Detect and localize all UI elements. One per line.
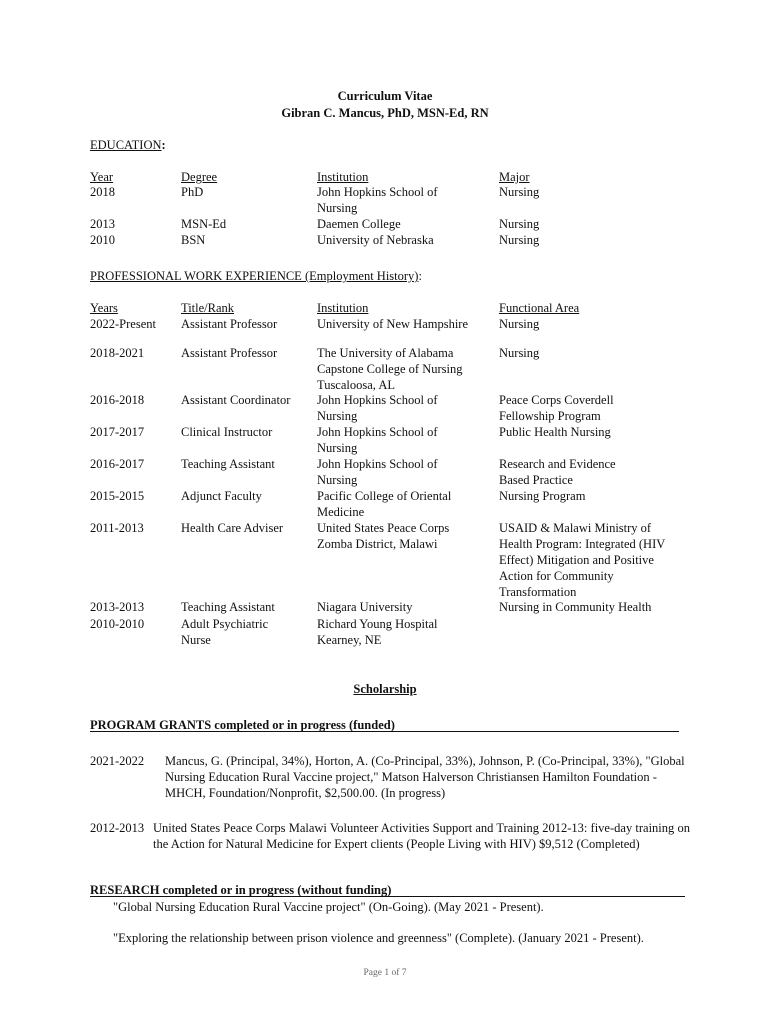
work-title: Teaching Assistant [181,600,275,614]
education-degree: BSN [181,233,206,247]
education-major: Nursing [499,217,540,231]
work-area: Nursing Program [499,489,586,503]
education-year: 2013 [90,217,115,231]
education-degree: PhD [181,185,204,199]
education-institution: John Hopkins School of Nursing [317,185,438,215]
work-years: 2016-2017 [90,457,145,471]
grant-text: United States Peace Corps Malawi Volunteer Activities Support and Training 2012-13: five-day training on the Action for Natural Medicine for Expert clients (People Living with HIV) $9,512 (Completed) [153,821,690,851]
education-col-degree: Degree [181,170,218,184]
research-item: "Global Nursing Education Rural Vaccine project" (On-Going). (May 2021 - Present). [113,900,544,914]
grants-heading: PROGRAM GRANTS completed or in progress (funded) [90,718,395,732]
work-years: 2010-2010 [90,617,145,631]
grant-years: 2012-2013 [90,821,145,835]
work-area: USAID & Malawi Ministry of Health Program: Integrated (HIV Effect) Mitigation and Positive Action for Community Transformation [499,521,666,599]
work-area: Peace Corps Coverdell Fellowship Program [499,393,614,423]
education-col-institution: Institution [317,170,369,184]
grants-heading-rule [90,731,679,732]
work-title: Teaching Assistant [181,457,275,471]
grant-years: 2021-2022 [90,754,145,768]
work-title: Health Care Adviser [181,521,284,535]
work-institution: United States Peace Corps Zomba District, Malawi [317,521,450,551]
work-heading: PROFESSIONAL WORK EXPERIENCE (Employment History): [90,269,422,283]
page-number: Page 1 of 7 [363,968,407,978]
education-heading: EDUCATION: [90,138,166,152]
work-col-title: Title/Rank [181,301,235,315]
work-institution: John Hopkins School of Nursing [317,425,438,455]
education-major: Nursing [499,185,540,199]
work-years: 2011-2013 [90,521,144,535]
work-col-years: Years [90,301,118,315]
education-col-year: Year [90,170,114,184]
education-institution: University of Nebraska [317,233,434,247]
work-col-area: Functional Area [499,301,580,315]
grant-text: Mancus, G. (Principal, 34%), Horton, A. (Co-Principal, 33%), Johnson, P. (Co-Principal, 33%), "Global Nursing Education Rural Vaccine project," Matson Halverson Christiansen Hamilton Foundation - MHCH, Foundation/Nonprofit, $2,500.00. (In progress) [165,754,685,800]
research-heading-rule [90,896,685,897]
work-title: Assistant Coordinator [181,393,291,407]
scholarship-heading: Scholarship [353,682,417,696]
work-title: Assistant Professor [181,346,278,360]
work-institution: The University of Alabama Capstone College of Nursing Tuscaloosa, AL [317,346,463,392]
education-year: 2018 [90,185,115,199]
research-heading: RESEARCH completed or in progress (without funding) [90,883,392,897]
work-title: Assistant Professor [181,317,278,331]
education-degree: MSN-Ed [181,217,227,231]
work-title: Adult Psychiatric Nurse [181,617,269,647]
education-year: 2010 [90,233,115,247]
work-title: Clinical Instructor [181,425,273,439]
work-years: 2016-2018 [90,393,145,407]
work-institution: John Hopkins School of Nursing [317,457,438,487]
work-area: Research and Evidence Based Practice [499,457,616,487]
cv-name: Gibran C. Mancus, PhD, MSN-Ed, RN [281,106,489,120]
education-major: Nursing [499,233,540,247]
work-years: 2022-Present [90,317,156,331]
work-area: Nursing [499,317,540,331]
work-area: Public Health Nursing [499,425,611,439]
work-area: Nursing [499,346,540,360]
work-title: Adjunct Faculty [181,489,262,503]
education-institution: Daemen College [317,217,401,231]
work-institution: Richard Young Hospital Kearney, NE [317,617,438,647]
work-years: 2013-2013 [90,600,145,614]
work-institution: Niagara University [317,600,413,614]
work-years: 2017-2017 [90,425,145,439]
work-col-institution: Institution [317,301,369,315]
education-col-major: Major [499,170,530,184]
cv-title: Curriculum Vitae [337,89,433,103]
research-item: "Exploring the relationship between prison violence and greenness" (Complete). (January 2021 - Present). [113,931,644,945]
work-institution: John Hopkins School of Nursing [317,393,438,423]
work-institution: University of New Hampshire [317,317,469,331]
work-area: Nursing in Community Health [499,600,652,614]
work-institution: Pacific College of Oriental Medicine [317,489,452,519]
work-years: 2015-2015 [90,489,145,503]
work-years: 2018-2021 [90,346,145,360]
